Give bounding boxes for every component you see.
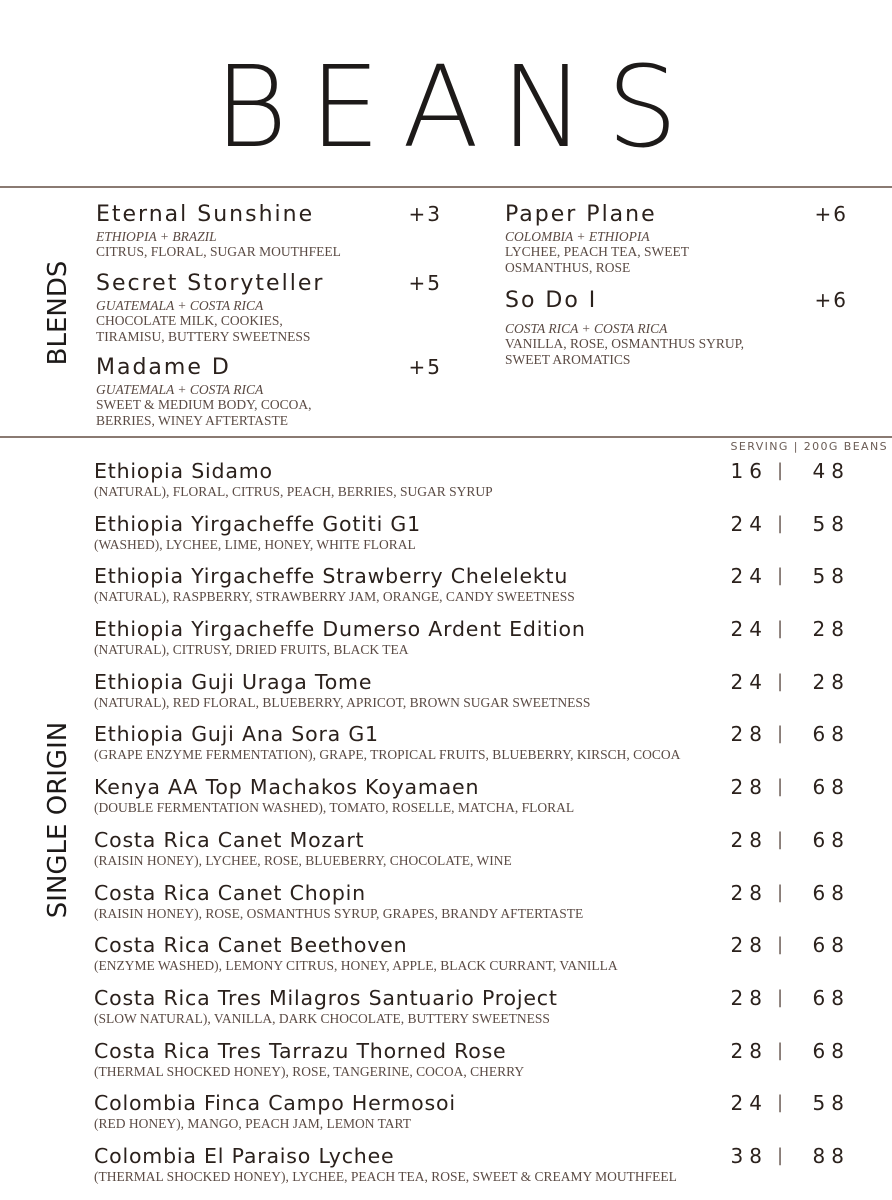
price-separator: | bbox=[776, 618, 784, 640]
beans-price: 68 bbox=[812, 1038, 850, 1063]
coffee-name: Ethiopia Sidamo bbox=[94, 459, 273, 483]
coffee-name: Costa Rica Canet Mozart bbox=[94, 827, 365, 852]
blend-item bbox=[96, 271, 442, 344]
coffee-price bbox=[710, 458, 850, 484]
coffee-notes: (RED HONEY), MANGO, PEACH JAM, LEMON TART bbox=[94, 1116, 411, 1132]
coffee-notes: (DOUBLE FERMENTATION WASHED), TOMATO, ROSELLE, MATCHA, FLORAL bbox=[94, 800, 575, 816]
blend-name: Secret Storyteller bbox=[96, 271, 325, 296]
beans-price: 68 bbox=[812, 775, 850, 800]
coffee-price bbox=[710, 563, 850, 589]
serving-price: 28 bbox=[730, 933, 768, 958]
serving-price: 24 bbox=[730, 669, 768, 694]
list-item bbox=[94, 774, 884, 827]
blend-notes: VANILLA, ROSE, OSMANTHUS SYRUP, bbox=[505, 336, 745, 351]
coffee-price bbox=[710, 985, 850, 1011]
coffee-name: Ethiopia Yirgacheffe Dumerso Ardent Edition bbox=[94, 617, 586, 642]
coffee-notes: (RAISIN HONEY), ROSE, OSMANTHUS SYRUP, GRAPES, BRANDY AFTERTASTE bbox=[94, 905, 584, 921]
serving-price: 28 bbox=[730, 880, 768, 905]
serving-price: 24 bbox=[730, 511, 768, 536]
coffee-notes: (ENZYME WASHED), LEMONY CITRUS, HONEY, APPLE, BLACK CURRANT, VANILLA bbox=[94, 958, 618, 974]
blend-name: Madame D bbox=[96, 355, 231, 380]
beans-price: 68 bbox=[812, 722, 850, 747]
single-origin-list bbox=[94, 458, 884, 1196]
coffee-price bbox=[710, 827, 850, 853]
coffee-notes: (SLOW NATURAL), VANILLA, DARK CHOCOLATE, BUTTERY SWEETNESS bbox=[94, 1010, 550, 1026]
blend-price: +6 bbox=[814, 202, 848, 226]
blend-name: Paper Plane bbox=[505, 202, 657, 227]
coffee-name: Ethiopia Yirgacheffe Strawberry Chelelektu bbox=[94, 564, 569, 589]
divider-top bbox=[0, 186, 892, 188]
price-column-header: SERVING | 200G BEANS bbox=[730, 440, 888, 453]
single-origin-section-label: SINGLE ORIGIN bbox=[43, 721, 73, 919]
coffee-notes: (RAISIN HONEY), LYCHEE, ROSE, BLUEBERRY, CHOCOLATE, WINE bbox=[94, 852, 512, 868]
coffee-notes: (WASHED), LYCHEE, LIME, HONEY, WHITE FLORAL bbox=[94, 536, 416, 552]
blend-name: Eternal Sunshine bbox=[96, 202, 315, 227]
list-item bbox=[94, 1038, 884, 1091]
list-item bbox=[94, 511, 884, 564]
serving-price: 28 bbox=[730, 827, 768, 852]
beans-price: 48 bbox=[812, 459, 850, 483]
price-separator: | bbox=[776, 828, 784, 850]
blend-origin: COSTA RICA + COSTA RICA bbox=[505, 321, 668, 336]
coffee-price bbox=[710, 511, 850, 537]
page-title: BEANS bbox=[214, 43, 700, 173]
coffee-price bbox=[710, 669, 850, 695]
coffee-price bbox=[710, 721, 850, 747]
divider-middle bbox=[0, 436, 892, 438]
coffee-notes: (GRAPE ENZYME FERMENTATION), GRAPE, TROPICAL FRUITS, BLUEBERRY, KIRSCH, COCOA bbox=[94, 747, 681, 763]
beans-price: 58 bbox=[812, 511, 850, 536]
blends-section-label: BLENDS bbox=[43, 260, 73, 366]
serving-price: 28 bbox=[730, 775, 768, 800]
price-separator: | bbox=[776, 776, 784, 798]
list-item bbox=[94, 616, 884, 669]
coffee-price bbox=[710, 1038, 850, 1064]
list-item bbox=[94, 669, 884, 722]
coffee-name: Costa Rica Canet Chopin bbox=[94, 880, 366, 905]
price-separator: | bbox=[776, 1144, 784, 1166]
serving-price: 16 bbox=[730, 459, 768, 483]
beans-price: 58 bbox=[812, 564, 850, 589]
blend-price: +5 bbox=[408, 271, 442, 295]
blend-name: So Do I bbox=[505, 288, 598, 313]
beans-price: 28 bbox=[812, 669, 850, 694]
serving-price: 24 bbox=[730, 617, 768, 642]
blend-item bbox=[505, 202, 848, 275]
coffee-notes: (THERMAL SHOCKED HONEY), ROSE, TANGERINE, COCOA, CHERRY bbox=[94, 1063, 525, 1079]
beans-price: 58 bbox=[812, 1091, 850, 1116]
coffee-name: Kenya AA Top Machakos Koyamaen bbox=[94, 775, 480, 800]
serving-price: 24 bbox=[730, 564, 768, 589]
blend-item bbox=[505, 288, 848, 367]
list-item bbox=[94, 458, 884, 511]
coffee-name: Costa Rica Tres Tarrazu Thorned Rose bbox=[94, 1038, 507, 1063]
price-separator: | bbox=[776, 986, 784, 1008]
price-separator: | bbox=[776, 565, 784, 587]
blend-notes: SWEET & MEDIUM BODY, COCOA, bbox=[96, 397, 312, 412]
blend-notes: CHOCOLATE MILK, COOKIES, bbox=[96, 313, 283, 328]
serving-price: 28 bbox=[730, 722, 768, 747]
list-item bbox=[94, 721, 884, 774]
list-item bbox=[94, 932, 884, 985]
price-separator: | bbox=[776, 723, 784, 745]
blend-item bbox=[96, 202, 442, 260]
coffee-name: Colombia Finca Campo Hermosoi bbox=[94, 1091, 456, 1116]
serving-price: 28 bbox=[730, 985, 768, 1010]
serving-price: 38 bbox=[730, 1143, 768, 1168]
price-separator: | bbox=[776, 512, 784, 534]
list-item bbox=[94, 827, 884, 880]
coffee-name: Ethiopia Yirgacheffe Gotiti G1 bbox=[94, 511, 421, 536]
coffee-notes: (THERMAL SHOCKED HONEY), LYCHEE, PEACH TEA, ROSE, SWEET & CREAMY MOUTHFEEL bbox=[94, 1168, 677, 1184]
price-separator: | bbox=[776, 934, 784, 956]
coffee-price bbox=[710, 1143, 850, 1169]
coffee-name: Ethiopia Guji Uraga Tome bbox=[94, 669, 373, 694]
beans-price: 68 bbox=[812, 880, 850, 905]
beans-price: 88 bbox=[812, 1143, 850, 1168]
price-separator: | bbox=[776, 670, 784, 692]
list-item bbox=[94, 1090, 884, 1143]
beans-price: 68 bbox=[812, 933, 850, 958]
blend-item bbox=[96, 355, 442, 428]
coffee-name: Colombia El Paraiso Lychee bbox=[94, 1143, 395, 1168]
coffee-price bbox=[710, 880, 850, 906]
price-separator: | bbox=[776, 1092, 784, 1114]
price-separator: | bbox=[776, 1039, 784, 1061]
price-separator: | bbox=[776, 881, 784, 903]
blend-notes: LYCHEE, PEACH TEA, SWEET bbox=[505, 244, 690, 259]
blend-notes: OSMANTHUS, ROSE bbox=[505, 259, 631, 275]
list-item bbox=[94, 1143, 884, 1196]
coffee-name: Ethiopia Guji Ana Sora G1 bbox=[94, 722, 379, 747]
blend-origin: ETHIOPIA + BRAZIL bbox=[96, 229, 217, 244]
coffee-name: Costa Rica Tres Milagros Santuario Project bbox=[94, 985, 558, 1010]
coffee-notes: (NATURAL), RASPBERRY, STRAWBERRY JAM, ORANGE, CANDY SWEETNESS bbox=[94, 589, 575, 605]
list-item bbox=[94, 880, 884, 933]
beans-price: 68 bbox=[812, 985, 850, 1010]
blend-price: +5 bbox=[408, 355, 442, 379]
blend-origin: GUATEMALA + COSTA RICA bbox=[96, 382, 264, 397]
blend-origin: COLOMBIA + ETHIOPIA bbox=[505, 229, 650, 244]
serving-price: 28 bbox=[730, 1038, 768, 1063]
coffee-price bbox=[710, 616, 850, 642]
beans-price: 28 bbox=[812, 617, 850, 642]
price-separator: | bbox=[776, 460, 784, 481]
blend-notes: CITRUS, FLORAL, SUGAR MOUTHFEEL bbox=[96, 244, 341, 259]
coffee-notes: (NATURAL), FLORAL, CITRUS, PEACH, BERRIES, SUGAR SYRUP bbox=[94, 484, 493, 499]
coffee-notes: (NATURAL), RED FLORAL, BLUEBERRY, APRICOT, BROWN SUGAR SWEETNESS bbox=[94, 694, 591, 710]
blend-notes: BERRIES, WINEY AFTERTASTE bbox=[96, 412, 288, 428]
blend-origin: GUATEMALA + COSTA RICA bbox=[96, 298, 264, 313]
blend-price: +3 bbox=[408, 202, 442, 226]
blend-notes: SWEET AROMATICS bbox=[505, 351, 631, 367]
coffee-price bbox=[710, 774, 850, 800]
list-item bbox=[94, 563, 884, 616]
beans-price: 68 bbox=[812, 827, 850, 852]
coffee-price bbox=[710, 932, 850, 958]
blend-notes: TIRAMISU, BUTTERY SWEETNESS bbox=[96, 328, 311, 344]
blend-price: +6 bbox=[814, 288, 848, 312]
list-item bbox=[94, 985, 884, 1038]
coffee-notes: (NATURAL), CITRUSY, DRIED FRUITS, BLACK TEA bbox=[94, 642, 409, 658]
serving-price: 24 bbox=[730, 1091, 768, 1116]
coffee-price bbox=[710, 1090, 850, 1116]
coffee-name: Costa Rica Canet Beethoven bbox=[94, 933, 408, 958]
